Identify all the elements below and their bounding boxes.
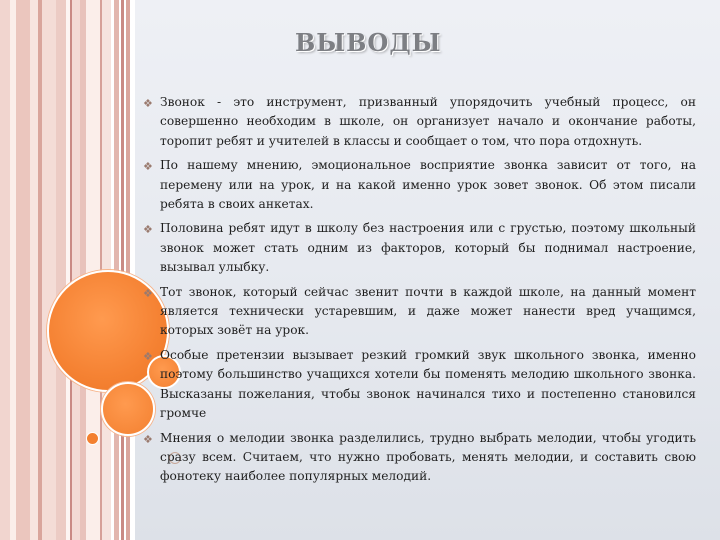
bullet-text: По нашему мнению, эмоциональное восприятие звонка зависит от того, на перемену или на урок, и на какой именно урок зовет звонок. Об этом писали ребята в своих анкетах.: [160, 158, 696, 212]
bullet-text: Особые претензии вызывает резкий громкий звук школьного звонка, именно поэтому большинство учащихся хотели бы поменять мелодию школьного звонка. Высказаны пожелания, чтобы звонок начинался тихо и постепенно становился громче: [160, 347, 696, 421]
stripe: [0, 0, 10, 540]
bullet-list: [140, 93, 696, 492]
diamond-bullet-icon: ❖: [143, 160, 153, 174]
stripe: [56, 0, 66, 540]
stripe: [16, 0, 30, 540]
stripe: [72, 0, 80, 540]
bullet-text: Половина ребят идут в школу без настроения или с грустью, поэтому школьный звонок может стать одним из факторов, который бы поднимал настроение, вызывал улыбку.: [160, 221, 696, 275]
diamond-bullet-icon: ❖: [143, 97, 153, 110]
list-item: [140, 283, 696, 341]
diamond-bullet-icon: ❖: [143, 349, 153, 363]
decorative-circle-tiny: [86, 432, 99, 445]
list-item: [140, 156, 696, 214]
diamond-bullet-icon: ❖: [143, 432, 153, 446]
stripe: [30, 0, 38, 540]
stripe: [42, 0, 56, 540]
diamond-bullet-icon: ❖: [143, 286, 153, 300]
bullet-text: Тот звонок, который сейчас звенит почти в каждой школе, на данный момент является технически устаревшим, и даже может нанести вред учащимся, которых зовёт на урок.: [160, 284, 696, 338]
list-item: [140, 219, 696, 277]
slide-title: ВЫВОДЫ: [295, 28, 442, 57]
list-item: [140, 346, 696, 424]
diamond-bullet-icon: ❖: [143, 223, 153, 237]
list-item: [140, 429, 696, 487]
bullet-text: Мнения о мелодии звонка разделились, трудно выбрать мелодии, чтобы угодить сразу всем. Считаем, что нужно пробовать, менять мелодии, и составить свою фонотеку наиболее популярных мелодий.: [160, 430, 696, 484]
bullet-text: Звонок - это инструмент, призванный упорядочить учебный процесс, он совершенно необходим в школе, он организует начало и окончание работы, торопит ребят и учителей в классы и сообщает о том, что пора отдохнуть.: [160, 95, 696, 148]
list-item: [140, 93, 696, 151]
